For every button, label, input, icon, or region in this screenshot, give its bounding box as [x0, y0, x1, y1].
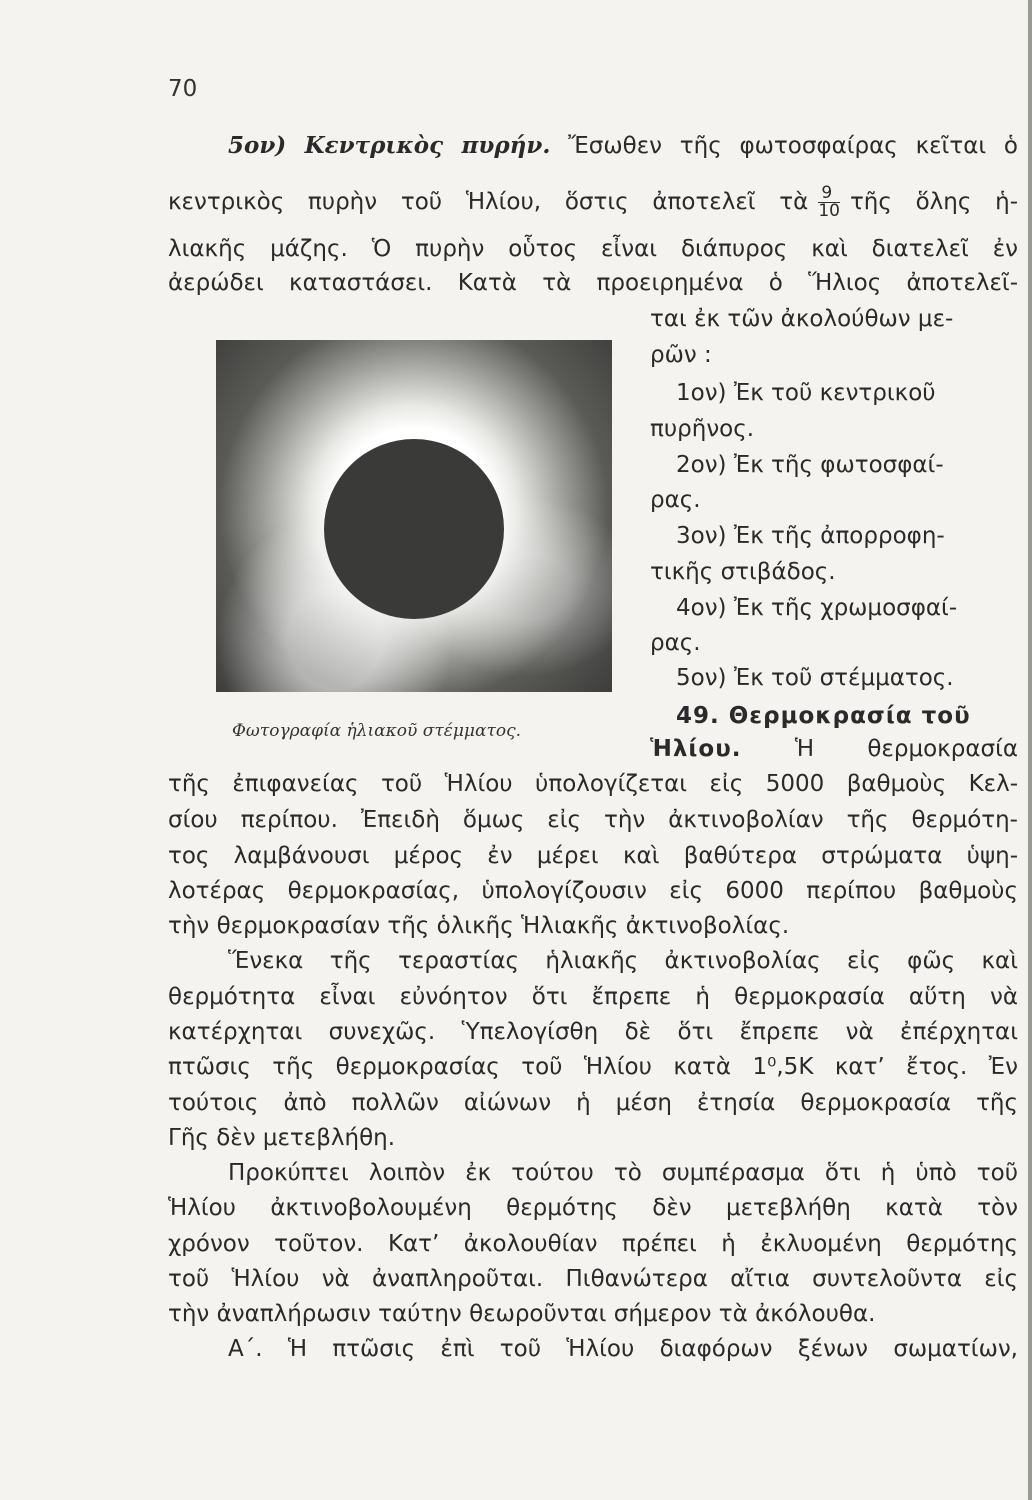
list-item: 1ον) Ἐκ τοῦ κεντρικοῦ [676, 380, 936, 406]
text-line: τος λαμβάνουσι μέρος ἐν μέρει καὶ βαθύτερα στρώματα ὑψη- [168, 843, 1018, 869]
text-span: κεντρικὸς πυρὴν τοῦ Ἡλίου, ὅστις ἀποτελεῖ τὰ [168, 189, 809, 215]
text-line: Γῆς δὲν μετεβλήθη. [168, 1125, 396, 1151]
text-line: πτῶσις τῆς θερμοκρασίας τοῦ Ἡλίου κατὰ 1⁰,5Κ κατ’ ἔτος. Ἐν [168, 1054, 1018, 1080]
text-line: τικῆς στιβάδος. [650, 559, 836, 585]
section-label: 5ον) Κεντρικὸς πυρήν. [228, 132, 551, 159]
figure-caption: Φωτογραφία ἡλιακοῦ στέμματος. [232, 721, 522, 741]
section-heading: 49. Θερμοκρασία τοῦ [676, 703, 971, 729]
text-line: πυρῆνος. [650, 416, 755, 442]
list-item: 2ον) Ἐκ τῆς φωτοσφαί- [676, 452, 944, 478]
fraction-denominator: 10 [818, 201, 840, 221]
text-span: Ἡ θερμοκρασία [794, 736, 1019, 762]
text-line: Ἡλίου ἀκτινοβολουμένη θερμότης δὲν μετεβλήθη κατὰ τὸν [168, 1195, 1018, 1221]
text-line: τοῦ Ἡλίου νὰ ἀναπληροῦται. Πιθανώτερα αἴτια συντελοῦντα εἰς [168, 1266, 1018, 1292]
text-line: τούτοις ἀπὸ πολλῶν αἰώνων ἡ μέση ἐτησία θερμοκρασία τῆς [168, 1090, 1018, 1116]
text-line: Α΄. Ἡ πτῶσις ἐπὶ τοῦ Ἡλίου διαφόρων ξένων σωματίων, [228, 1336, 1018, 1362]
text-line: λοτέρας θερμοκρασίας, ὑπολογίζουσιν εἰς 6000 περίπου βαθμοὺς [168, 878, 1018, 904]
list-item: 5ον) Ἐκ τοῦ στέμματος. [676, 665, 954, 691]
text-span: Ἔσωθεν τῆς φωτοσφαίρας κεῖται ὁ [568, 133, 1018, 159]
fraction [818, 185, 840, 220]
corona-photograph [216, 340, 612, 692]
text-line: θερμότητα εἶναι εὐνόητον ὅτι ἔπρεπε ἡ θερμοκρασία αὕτη νὰ [168, 984, 1018, 1010]
text-line: σίου περίπου. Ἐπειδὴ ὅμως εἰς τὴν ἀκτινοβολίαν τῆς θερμότη- [168, 807, 1018, 833]
section-heading-continued: Ἡλίου. [650, 736, 742, 762]
text-line: χρόνον τοῦτον. Κατ’ ἀκολουθίαν πρέπει ἡ ἐκλυομένη θερμότης [168, 1231, 1018, 1257]
text-line: ρας. [650, 487, 701, 513]
solar-disc [324, 439, 504, 619]
text-line: ἀερώδει καταστάσει. Κατὰ τὰ προειρημένα ὁ Ἥλιος ἀποτελεῖ- [168, 270, 1018, 296]
text-line: ρῶν : [650, 342, 712, 368]
page-edge [1028, 0, 1032, 1500]
fraction-numerator: 9 [818, 185, 840, 203]
text-line: λιακῆς μάζης. Ὁ πυρὴν οὗτος εἶναι διάπυρος καὶ διατελεῖ ἐν [168, 236, 1018, 262]
text-line: ται ἐκ τῶν ἀκολούθων με- [650, 306, 954, 332]
text-line: ρας. [650, 630, 701, 656]
text-line: τὴν ἀναπλήρωσιν ταύτην θεωροῦνται σήμερον τὰ ἀκόλουθα. [168, 1301, 876, 1327]
text-line [168, 185, 1018, 220]
text-line: κατέρχηται συνεχῶς. Ὑπελογίσθη δὲ ὅτι ἔπρεπε νὰ ἐπέρχηται [168, 1019, 1018, 1045]
list-item: 4ον) Ἐκ τῆς χρωμοσφαί- [676, 595, 958, 621]
text-line: Προκύπτει λοιπὸν ἐκ τούτου τὸ συμπέρασμα ὅτι ἡ ὑπὸ τοῦ [228, 1160, 1018, 1186]
text-line [650, 734, 1018, 764]
text-line: Ἕνεκα τῆς τεραστίας ἡλιακῆς ἀκτινοβολίας εἰς φῶς καὶ [228, 948, 1018, 974]
list-item: 3ον) Ἐκ τῆς ἀπορροφη- [676, 523, 945, 549]
text-line [228, 131, 1018, 161]
text-line: τῆς ἐπιφανείας τοῦ Ἡλίου ὑπολογίζεται εἰς 5000 βαθμοὺς Κελ- [168, 771, 1018, 797]
text-span: τῆς ὅλης ἡ- [849, 189, 1018, 215]
page-number: 70 [168, 76, 198, 102]
text-line: τὴν θερμοκρασίαν τῆς ὁλικῆς Ἡλιακῆς ἀκτινοβολίας. [168, 913, 790, 939]
